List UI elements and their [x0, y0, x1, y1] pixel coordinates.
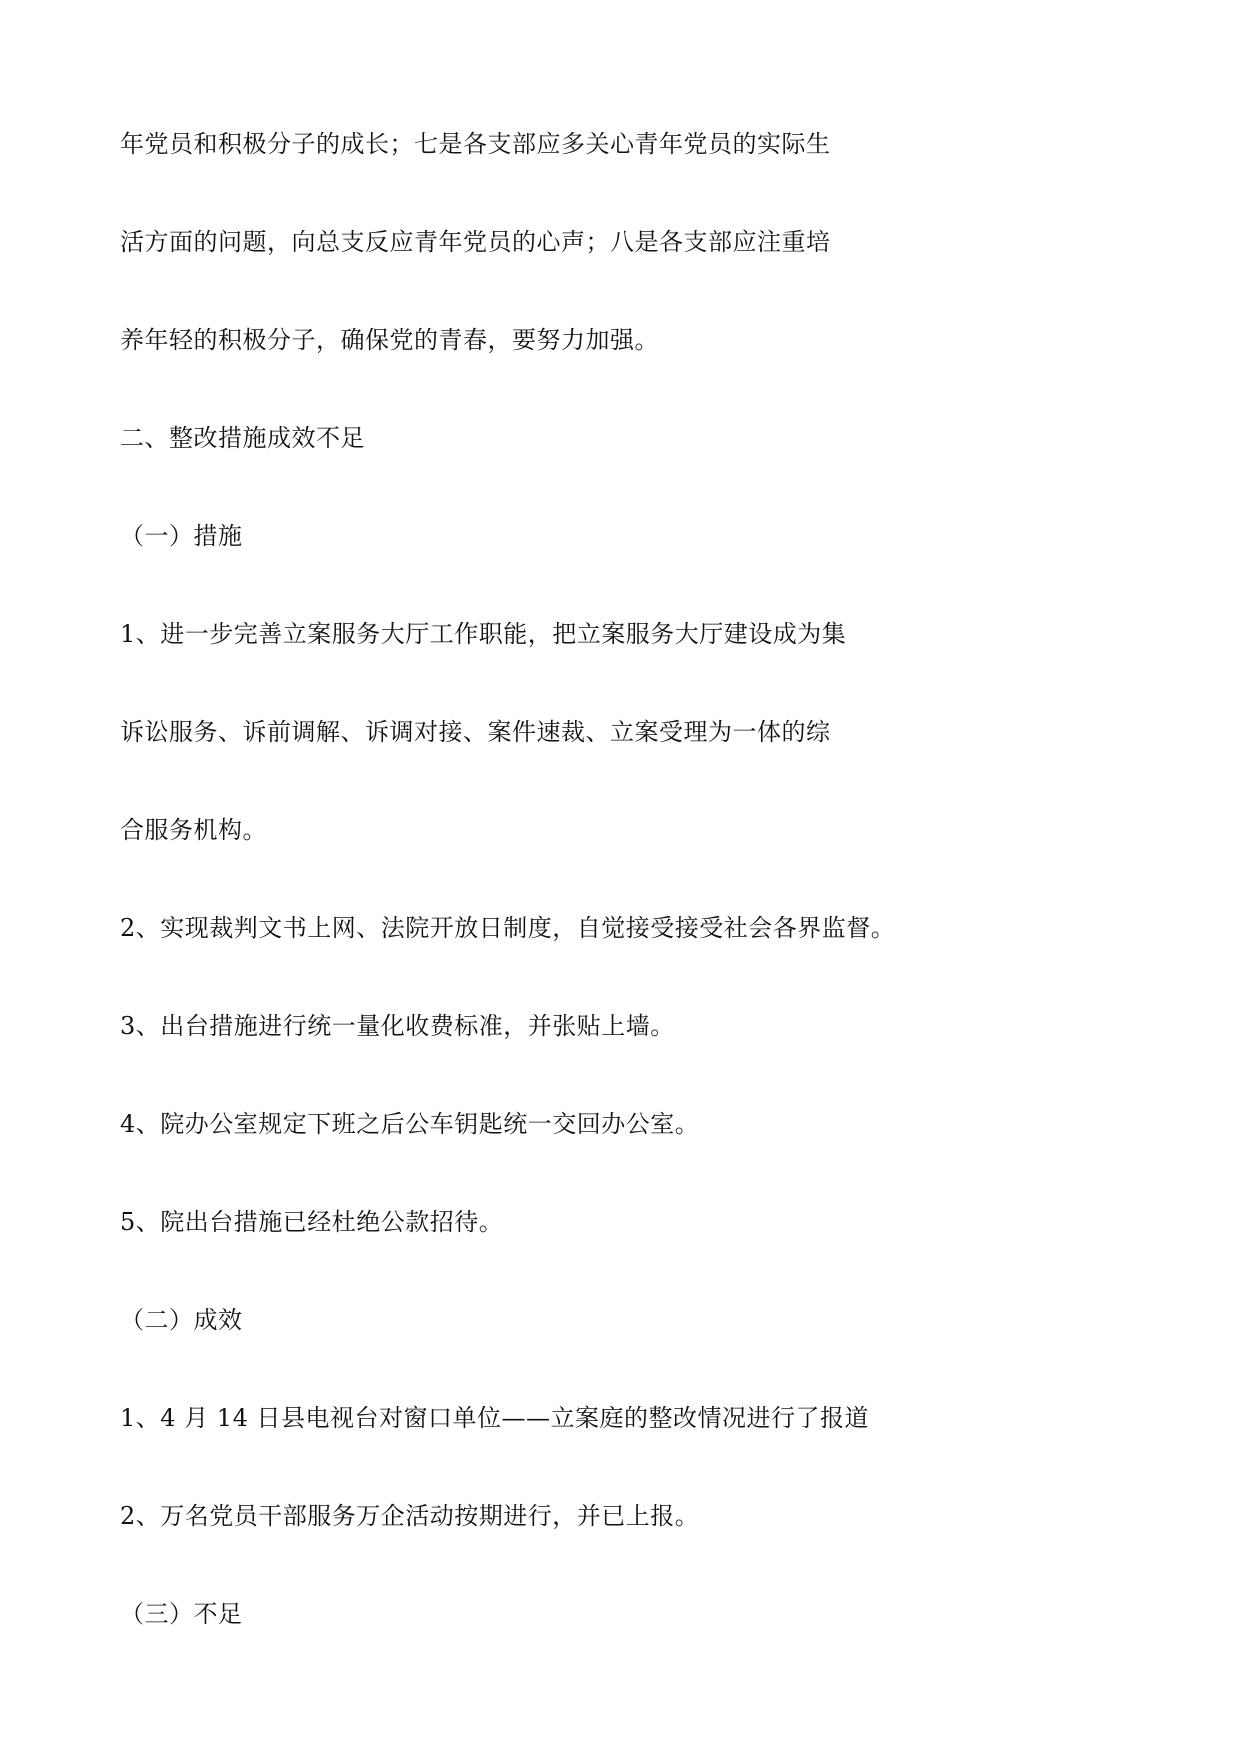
list-item: 4、院办公室规定下班之后公车钥匙统一交回办公室。: [120, 1110, 700, 1138]
list-item: 5、院出台措施已经杜绝公款招待。: [120, 1208, 504, 1236]
subsection-heading: （一）措施: [120, 522, 243, 550]
list-item-continuation: 合服务机构。: [120, 816, 267, 844]
subsection-heading: （三）不足: [120, 1600, 243, 1628]
subsection-heading: （二）成效: [120, 1306, 243, 1334]
list-item: 3、出台措施进行统一量化收费标准，并张贴上墙。: [120, 1012, 675, 1040]
paragraph-line: 活方面的问题，向总支反应青年党员的心声；八是各支部应注重培: [120, 228, 831, 256]
list-item: 2、实现裁判文书上网、法院开放日制度，自觉接受接受社会各界监督。: [120, 914, 896, 942]
list-item: 1、4 月 14 日县电视台对窗口单位——立案庭的整改情况进行了报道: [120, 1404, 869, 1432]
paragraph-line: 年党员和积极分子的成长；七是各支部应多关心青年党员的实际生: [120, 130, 831, 158]
list-item: 2、万名党员干部服务万企活动按期进行，并已上报。: [120, 1502, 700, 1530]
paragraph-line: 养年轻的积极分子，确保党的青春，要努力加强。: [120, 326, 659, 354]
list-item-continuation: 诉讼服务、诉前调解、诉调对接、案件速裁、立案受理为一体的综: [120, 718, 831, 746]
list-item: 1、进一步完善立案服务大厅工作职能，把立案服务大厅建设成为集: [120, 620, 847, 648]
section-heading: 二、整改措施成效不足: [120, 424, 365, 452]
